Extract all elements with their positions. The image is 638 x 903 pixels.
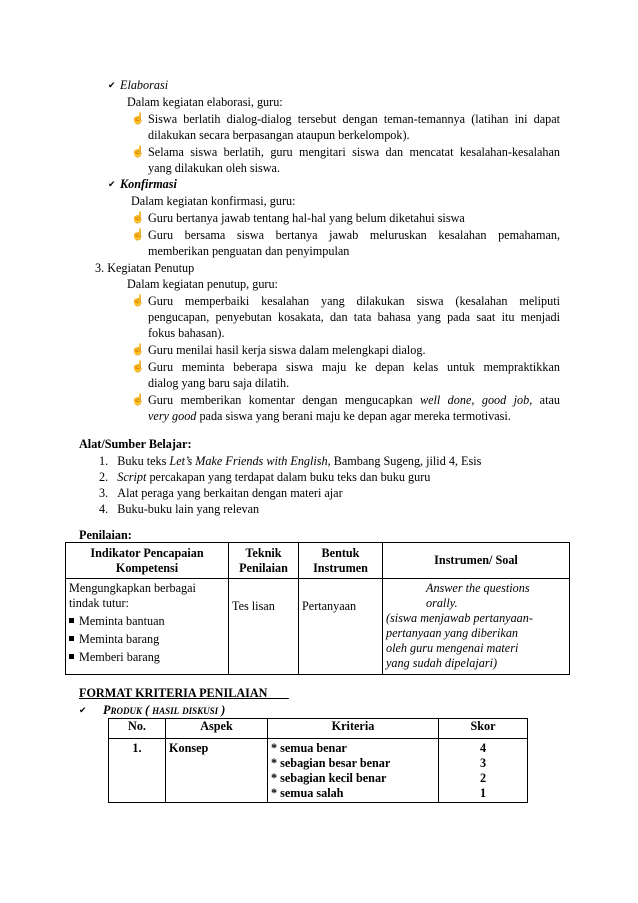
list-item: Guru menilai hasil kerja siswa dalam melengkapi dialog. bbox=[148, 343, 426, 357]
hand-pointer-icon: ☝ bbox=[131, 394, 145, 406]
elaborasi-heading: Elaborasi bbox=[120, 78, 169, 92]
list-item: 2. Script percakapan yang terdapat dalam buku teks dan buku guru bbox=[99, 470, 431, 484]
penutup-intro: Dalam kegiatan penutup, guru: bbox=[127, 277, 278, 291]
table-cell: 1. bbox=[109, 739, 166, 803]
hand-pointer-icon: ☝ bbox=[131, 361, 145, 373]
alat-heading: Alat/Sumber Belajar: bbox=[79, 437, 192, 451]
table-cell: Pertanyaan bbox=[299, 579, 383, 675]
hand-pointer-icon: ☝ bbox=[131, 212, 145, 224]
format-heading: FORMAT KRITERIA PENILAIAN bbox=[79, 686, 268, 700]
list-item: Guru meminta beberapa siswa maju ke depan kelas untuk mempraktikkan bbox=[148, 360, 560, 374]
list-item: fokus bahasan). bbox=[148, 326, 225, 340]
hand-pointer-icon: ☝ bbox=[131, 295, 145, 307]
penutup-heading: 3. Kegiatan Penutup bbox=[95, 261, 195, 275]
checkmark-icon: ✔ bbox=[79, 705, 87, 715]
table-header: Skor bbox=[439, 719, 528, 739]
list-item: yang dilakukan oleh siswa. bbox=[148, 161, 281, 175]
hand-pointer-icon: ☝ bbox=[131, 146, 145, 158]
list-item: Meminta bantuan bbox=[69, 612, 225, 630]
table-cell: 4 3 2 1 bbox=[439, 739, 528, 803]
table-header: Instrumen/ Soal bbox=[383, 543, 570, 579]
konfirmasi-heading: Konfirmasi bbox=[120, 177, 177, 191]
hand-pointer-icon: ☝ bbox=[131, 113, 145, 125]
list-item: Selama siswa berlatih, guru mengitari siswa dan mencatat kesalahan-kesalahan bbox=[148, 145, 560, 159]
list-item: Guru bersama siswa bertanya jawab meluruskan kesalahan pemahaman, bbox=[148, 228, 560, 242]
table-cell: * semua benar * sebagian besar benar * sebagian kecil benar * semua salah bbox=[268, 739, 439, 803]
penilaian-heading: Penilaian: bbox=[79, 528, 132, 542]
list-item: dilakukan secara berpasangan ataupun berkelompok). bbox=[148, 128, 410, 142]
list-item: Guru memberikan komentar dengan mengucapkan well done, good job, atau bbox=[148, 393, 560, 407]
table-header: Bentuk Instrumen bbox=[299, 543, 383, 579]
hand-pointer-icon: ☝ bbox=[131, 344, 145, 356]
table-cell: Konsep bbox=[166, 739, 268, 803]
table-header: Teknik Penilaian bbox=[229, 543, 299, 579]
list-item: 4. Buku-buku lain yang relevan bbox=[99, 502, 260, 516]
list-item: Siswa berlatih dialog-dialog tersebut dengan teman-temannya (latihan ini dapat bbox=[148, 112, 560, 126]
list-item: Memberi barang bbox=[69, 648, 225, 666]
konfirmasi-intro: Dalam kegiatan konfirmasi, guru: bbox=[131, 194, 296, 208]
table-header: No. bbox=[109, 719, 166, 739]
table-header: Kriteria bbox=[268, 719, 439, 739]
list-item: memberikan penguatan dan penyimpulan bbox=[148, 244, 350, 258]
hand-pointer-icon: ☝ bbox=[131, 229, 145, 241]
table-header: Indikator Pencapaian Kompetensi bbox=[66, 543, 229, 579]
list-item: dialog yang baru saja dilatih. bbox=[148, 376, 290, 390]
checkmark-icon: ✔ bbox=[108, 80, 116, 90]
penilaian-table bbox=[65, 542, 570, 675]
table-row bbox=[109, 739, 528, 803]
list-item: 1. Buku teks Let’s Make Friends with English, Bambang Sugeng, jilid 4, Esis bbox=[99, 454, 482, 468]
kriteria-table bbox=[108, 718, 528, 803]
list-item: Meminta barang bbox=[69, 630, 225, 648]
table-header: Aspek bbox=[166, 719, 268, 739]
produk-label: Produk ( hasil diskusi ) bbox=[103, 703, 226, 717]
list-item: very good pada siswa yang berani maju ke depan agar mereka termotivasi. bbox=[148, 409, 511, 423]
table-cell: Tes lisan bbox=[229, 579, 299, 675]
list-item: 3. Alat peraga yang berkaitan dengan materi ajar bbox=[99, 486, 343, 500]
list-item: pengucapan, penyebutan kosakata, dan tata bahasa yang pada saat itu menjadi bbox=[148, 310, 560, 324]
table-cell: Mengungkapkan berbagai tindak tutur: Meminta bantuan Meminta barang Memberi barang bbox=[66, 579, 229, 675]
list-item: Guru bertanya jawab tentang hal-hal yang belum diketahui siswa bbox=[148, 211, 465, 225]
table-cell: Answer the questions orally. (siswa menjawab pertanyaan- pertanyaan yang diberikan oleh guru mengenai materi yang sudah dipelajari) bbox=[383, 579, 570, 675]
list-item: Guru memperbaiki kesalahan yang dilakukan siswa (kesalahan meliputi bbox=[148, 294, 560, 308]
checkmark-icon: ✔ bbox=[108, 179, 116, 189]
elaborasi-intro: Dalam kegiatan elaborasi, guru: bbox=[127, 95, 283, 109]
